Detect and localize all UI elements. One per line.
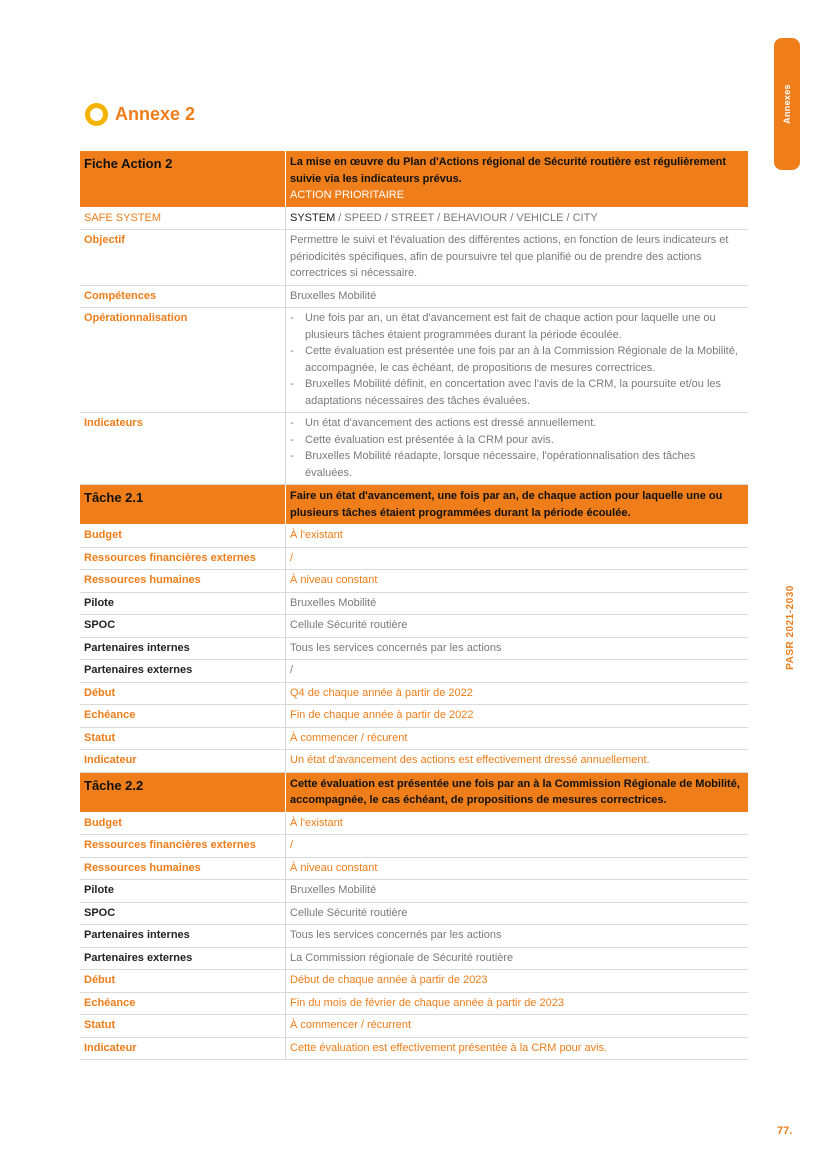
side-pasr-label: PASR 2021-2030 xyxy=(784,584,796,670)
fiche-text: La mise en œuvre du Plan d'Actions régional de Sécurité routière est régulièrement suivie via les indicateurs prévus. xyxy=(290,156,727,185)
row-label: Pilote xyxy=(80,592,286,615)
row-value: À niveau constant xyxy=(286,857,749,880)
row-value: / xyxy=(286,835,749,858)
operationnalisation-row xyxy=(80,308,748,413)
fiche-label: Fiche Action 2 xyxy=(80,151,286,207)
row-label: Ressources financières externes xyxy=(80,835,286,858)
annexe-heading xyxy=(85,103,195,126)
tache1-header-row xyxy=(80,485,748,525)
tache1-label: Tâche 2.1 xyxy=(80,485,286,525)
operationnalisation-value xyxy=(286,308,749,413)
priority-badge: ACTION PRIORITAIRE xyxy=(290,189,405,201)
safe-system-label: SAFE SYSTEM xyxy=(80,207,286,230)
table-row xyxy=(80,925,748,948)
objectif-row xyxy=(80,230,748,286)
table-row xyxy=(80,750,748,773)
row-label: Ressources humaines xyxy=(80,857,286,880)
table-row xyxy=(80,615,748,638)
competences-label: Compétences xyxy=(80,285,286,308)
indicateurs-label: Indicateurs xyxy=(80,413,286,485)
operationnalisation-list xyxy=(290,310,743,409)
row-value: Cellule Sécurité routière xyxy=(286,615,749,638)
indicateurs-row xyxy=(80,413,748,485)
objectif-label: Objectif xyxy=(80,230,286,286)
fiche-header-row xyxy=(80,151,748,207)
row-value: Un état d'avancement des actions est effectivement dressé annuellement. xyxy=(286,750,749,773)
table-row xyxy=(80,947,748,970)
row-value: Fin du mois de février de chaque année à partir de 2023 xyxy=(286,992,749,1015)
list-item: - Cette évaluation est présentée à la CRM pour avis. xyxy=(290,432,743,449)
row-value: Début de chaque année à partir de 2023 xyxy=(286,970,749,993)
row-value: La Commission régionale de Sécurité routière xyxy=(286,947,749,970)
row-value: À l'existant xyxy=(286,525,749,548)
table-row xyxy=(80,835,748,858)
row-label: SPOC xyxy=(80,615,286,638)
indicateurs-list xyxy=(290,415,743,481)
safe-system-row xyxy=(80,207,748,230)
row-label: Début xyxy=(80,682,286,705)
list-item: - Bruxelles Mobilité réadapte, lorsque nécessaire, l'opérationnalisation des tâches évaluées. xyxy=(290,448,743,481)
row-label: Statut xyxy=(80,1015,286,1038)
list-item: - Cette évaluation est présentée une fois par an à la Commission Régionale de la Mobilité, accompagnée, le cas échéant, de propositions de mesures correctrices. xyxy=(290,343,743,376)
tache2-label: Tâche 2.2 xyxy=(80,772,286,812)
ring-bullet-icon xyxy=(85,103,108,126)
safe-system-rest: / SPEED / STREET / BEHAVIOUR / VEHICLE / CITY xyxy=(335,211,598,224)
tache2-header-row xyxy=(80,772,748,812)
row-label: Budget xyxy=(80,525,286,548)
row-value: Bruxelles Mobilité xyxy=(286,592,749,615)
page-number: 77. xyxy=(777,1125,793,1137)
row-label: Indicateur xyxy=(80,1037,286,1060)
row-value: À commencer / récurrent xyxy=(286,1015,749,1038)
table-row xyxy=(80,857,748,880)
safe-system-active: SYSTEM xyxy=(290,211,336,224)
operationnalisation-label: Opérationnalisation xyxy=(80,308,286,413)
row-value: / xyxy=(286,660,749,683)
row-value: Q4 de chaque année à partir de 2022 xyxy=(286,682,749,705)
row-value: Cellule Sécurité routière xyxy=(286,902,749,925)
table-row xyxy=(80,547,748,570)
side-tab-annexes xyxy=(774,38,800,170)
row-value: Cette évaluation est effectivement présentée à la CRM pour avis. xyxy=(286,1037,749,1060)
table-row xyxy=(80,812,748,835)
row-label: Pilote xyxy=(80,880,286,903)
row-label: Partenaires internes xyxy=(80,637,286,660)
list-item: - Une fois par an, un état d'avancement est fait de chaque action pour laquelle une ou plusieurs tâches étaient programmées durant la période écoulée. xyxy=(290,310,743,343)
row-value: Tous les services concernés par les actions xyxy=(286,925,749,948)
row-label: Ressources financières externes xyxy=(80,547,286,570)
side-pasr-label-box xyxy=(780,572,800,682)
list-item: - Bruxelles Mobilité définit, en concertation avec l'avis de la CRM, la poursuite et/ou les adaptations nécessaires des tâches évaluées. xyxy=(290,376,743,409)
row-value: / xyxy=(286,547,749,570)
table-row xyxy=(80,637,748,660)
competences-value: Bruxelles Mobilité xyxy=(286,285,749,308)
row-value: À l'existant xyxy=(286,812,749,835)
fiche-text-cell xyxy=(286,151,749,207)
row-label: Ressources humaines xyxy=(80,570,286,593)
row-label: Echéance xyxy=(80,705,286,728)
table-row xyxy=(80,592,748,615)
side-tab-label: Annexes xyxy=(782,84,792,124)
tache1-text: Faire un état d'avancement, une fois par an, de chaque action pour laquelle une ou plusieurs tâches étaient programmées durant la période écoulée. xyxy=(286,485,749,525)
objectif-value: Permettre le suivi et l'évaluation des différentes actions, en fonction de leurs indicateurs et périodicités spécifiques, afin de poursuivre tel que planifié ou de prendre des actions correctrices si nécessaire. xyxy=(286,230,749,286)
row-value: À niveau constant xyxy=(286,570,749,593)
table-row xyxy=(80,992,748,1015)
table-row xyxy=(80,682,748,705)
competences-row xyxy=(80,285,748,308)
row-label: Budget xyxy=(80,812,286,835)
table-row xyxy=(80,525,748,548)
row-label: Indicateur xyxy=(80,750,286,773)
row-label: Partenaires externes xyxy=(80,660,286,683)
list-item: - Un état d'avancement des actions est dressé annuellement. xyxy=(290,415,743,432)
row-value: Fin de chaque année à partir de 2022 xyxy=(286,705,749,728)
tache2-text: Cette évaluation est présentée une fois par an à la Commission Régionale de Mobilité, accompagnée, le cas échéant, de propositions de mesures correctrices. xyxy=(286,772,749,812)
row-value: Bruxelles Mobilité xyxy=(286,880,749,903)
table-row xyxy=(80,970,748,993)
row-label: Partenaires internes xyxy=(80,925,286,948)
safe-system-value xyxy=(286,207,749,230)
table-row xyxy=(80,1037,748,1060)
row-label: SPOC xyxy=(80,902,286,925)
fiche-action-table xyxy=(80,151,748,1060)
table-row xyxy=(80,880,748,903)
table-row xyxy=(80,570,748,593)
table-row xyxy=(80,902,748,925)
row-value: À commencer / récurent xyxy=(286,727,749,750)
table-row xyxy=(80,705,748,728)
page-title: Annexe 2 xyxy=(115,104,196,124)
indicateurs-value xyxy=(286,413,749,485)
table-row xyxy=(80,727,748,750)
row-label: Début xyxy=(80,970,286,993)
table-row xyxy=(80,660,748,683)
row-label: Partenaires externes xyxy=(80,947,286,970)
row-label: Echéance xyxy=(80,992,286,1015)
row-value: Tous les services concernés par les actions xyxy=(286,637,749,660)
row-label: Statut xyxy=(80,727,286,750)
table-row xyxy=(80,1015,748,1038)
